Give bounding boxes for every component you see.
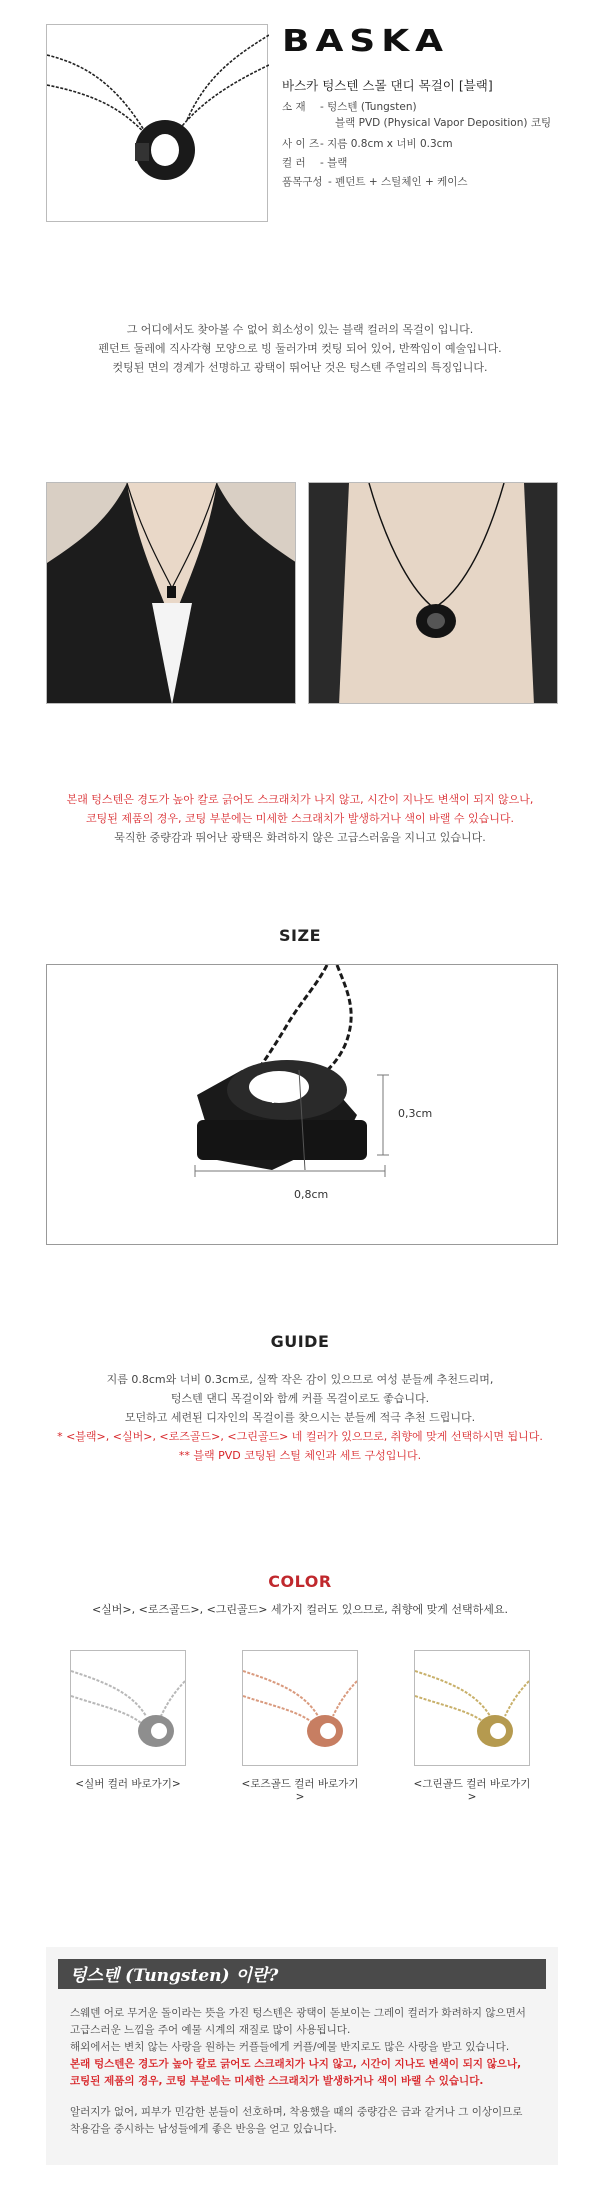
greengold-necklace-illustration (415, 1651, 529, 1765)
tungsten-line: 알러지가 없어, 피부가 민감한 분들이 선호하며, 착용했을 때의 중량감은 금과 같거나 그 이상이므로 (70, 2106, 523, 2118)
necklace-illustration (47, 25, 269, 223)
pendant-size-illustration (47, 965, 557, 1244)
model-photo-illustration (47, 483, 296, 704)
spec-material (282, 100, 417, 115)
rosegold-color-link[interactable]: <로즈골드 컬러 바로가기> (241, 1778, 359, 1803)
color-subtitle: <실버>, <로즈골드>, <그린골드> 세가지 컬러도 있으므로, 취향에 맞게 선택하세요. (91, 1603, 509, 1616)
spec-value: - 블랙 (320, 157, 348, 169)
tungsten-title: 텅스텐 (Tungsten) 이란? (70, 1966, 279, 1986)
product-main-photo (46, 24, 268, 222)
quality-note: 묵직한 중량감과 뛰어난 광택은 화려하지 않은 고급스러움을 지니고 있습니다. (114, 831, 486, 844)
spec-label: 컬 러 (282, 157, 306, 169)
silver-color-link[interactable]: <실버 컬러 바로가기> (75, 1778, 181, 1790)
tungsten-line: 해외에서는 변치 않는 사랑을 원하는 커플들에게 커플/예물 반지로도 많은 사랑을 받고 있습니다. (70, 2041, 510, 2053)
guide-note: * <블랙>, <실버>, <로즈골드>, <그린골드> 네 컬러가 있으므로, 취향에 맞게 선택하시면 됩니다. (57, 1430, 543, 1443)
size-diagram (46, 964, 558, 1245)
silver-swatch[interactable] (70, 1650, 186, 1766)
tungsten-line: 스웨덴 어로 무거운 돌이라는 뜻을 가진 텅스텐은 광택이 돋보이는 그레이 컬러가 화려하지 않으면서 (70, 2007, 526, 2019)
spec-components (282, 175, 468, 190)
warning-line: 본래 텅스텐은 경도가 높아 칼로 긁어도 스크래치가 나지 않고, 시간이 지나도 변색이 되지 않으나, (66, 793, 534, 806)
silver-necklace-illustration (71, 1651, 185, 1765)
model-photo-front (46, 482, 296, 704)
guide-note: ** 블랙 PVD 코팅된 스틸 체인과 세트 구성입니다. (178, 1449, 422, 1462)
coating-warning (0, 790, 600, 847)
width-dimension-label: 0,8cm (294, 1188, 329, 1201)
product-title: 바스카 텅스텐 스몰 댄디 목걸이 [블랙] (282, 78, 493, 93)
tungsten-warning-line: 본래 텅스텐은 경도가 높아 칼로 긁어도 스크래치가 나지 않고, 시간이 지나도 변색이 되지 않으나, (70, 2058, 522, 2070)
tungsten-line: 착용감을 중시하는 남성들에게 좋은 반응을 얻고 있습니다. (70, 2123, 337, 2135)
spec-value: 블랙 PVD (Physical Vapor Deposition) 코팅 (335, 117, 552, 129)
tungsten-line: 고급스러운 느낌을 주어 예물 시계의 재질로 많이 사용됩니다. (70, 2024, 351, 2036)
tungsten-warning-line: 코팅된 제품의 경우, 코팅 부분에는 미세한 스크래치가 발생하거나 색이 바랠 수 있습니다. (70, 2075, 484, 2087)
guide-line: 지름 0.8cm와 너비 0.3cm로, 실짝 작은 감이 있으므로 여성 분들께 추천드리며, (106, 1373, 494, 1386)
spacer (70, 2090, 540, 2104)
spec-color (282, 156, 347, 171)
intro-line: 펜던트 둘레에 직사각형 모양으로 빙 둘러가며 컷팅 되어 있어, 반짝임이 예술입니다. (98, 342, 502, 355)
model-photo-closeup (308, 482, 558, 704)
intro-text (0, 320, 600, 377)
rosegold-swatch[interactable] (242, 1650, 358, 1766)
intro-line: 그 어디에서도 찾아볼 수 없어 희소성이 있는 블랙 컬러의 목걸이 입니다. (126, 323, 474, 336)
spec-size (282, 137, 453, 152)
brand-logo: BASKA (282, 24, 449, 59)
size-heading: SIZE (278, 926, 321, 945)
guide-line: 텅스텐 댄디 목걸이와 함께 커플 목걸이로도 좋습니다. (170, 1392, 430, 1405)
spec-value: - 펜던트 + 스틸체인 + 케이스 (328, 176, 468, 188)
model-photo-illustration (309, 483, 558, 704)
greengold-swatch[interactable] (414, 1650, 530, 1766)
spec-value: - 텅스텐 (Tungsten) (320, 101, 417, 113)
spec-label: 품목구성 (282, 176, 323, 188)
tungsten-description (70, 2005, 540, 2138)
spec-label: 사 이 즈 (282, 138, 320, 150)
height-dimension-label: 0,3cm (398, 1107, 433, 1120)
spec-label: 소 재 (282, 101, 306, 113)
guide-text (0, 1370, 600, 1465)
color-heading: COLOR (268, 1572, 332, 1591)
spec-value: - 지름 0.8cm x 너비 0.3cm (320, 138, 453, 150)
guide-heading: GUIDE (270, 1332, 330, 1351)
warning-line: 코팅된 제품의 경우, 코팅 부분에는 미세한 스크래치가 발생하거나 색이 바랠 수 있습니다. (86, 812, 514, 825)
intro-line: 컷팅된 면의 경계가 선명하고 광택이 뛰어난 것은 텅스텐 주얼리의 특징입니다. (112, 361, 488, 374)
greengold-color-link[interactable]: <그린골드 컬러 바로가기> (413, 1778, 531, 1803)
spec-coating (335, 116, 551, 131)
rosegold-necklace-illustration (243, 1651, 357, 1765)
guide-line: 모던하고 세련된 디자인의 목걸이를 찾으시는 분들께 적극 추천 드립니다. (124, 1411, 476, 1424)
